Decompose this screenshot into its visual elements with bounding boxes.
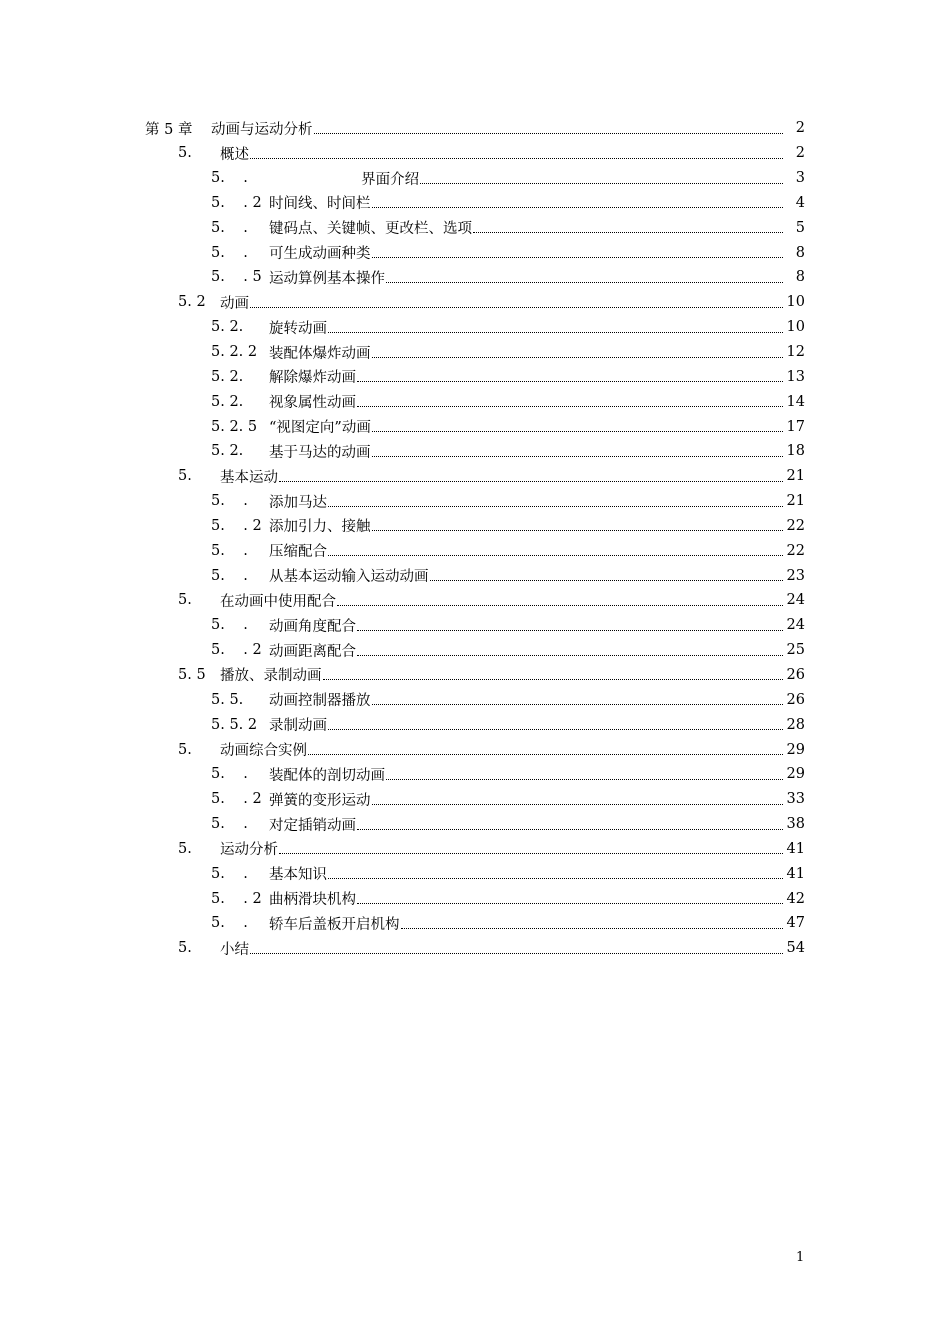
toc-entry-title: 动画: [220, 295, 249, 312]
toc-entry-number: 5.: [178, 940, 192, 957]
toc-entry[interactable]: [145, 588, 805, 613]
dot-leader: [328, 506, 783, 507]
toc-entry-page: 26: [786, 691, 805, 708]
toc-entry-title: 基于马达的动画: [269, 444, 371, 461]
toc-entry-title: 动画控制器播放: [269, 693, 371, 710]
toc-entry-number: 5. 2.: [211, 368, 244, 385]
toc-entry-number: 5. 2.: [211, 319, 244, 336]
toc-entry-title: 时间线、时间栏: [269, 196, 371, 213]
toc-entry-number: 5. 2. 2: [211, 344, 258, 361]
toc-entry-page: 13: [786, 368, 805, 385]
toc-entry-number: 5. .: [211, 766, 248, 783]
toc-entry[interactable]: [145, 290, 805, 315]
dot-leader: [372, 431, 783, 432]
dot-leader: [372, 804, 783, 805]
toc-entry[interactable]: [145, 712, 805, 737]
toc-entry-number: 5. .: [211, 617, 248, 634]
toc-entry[interactable]: [145, 166, 805, 191]
toc-entry-title: 界面介绍: [269, 171, 420, 188]
dot-leader: [372, 456, 783, 457]
toc-entry-page: 29: [786, 741, 805, 758]
toc-entry-page: 25: [786, 642, 805, 659]
dot-leader: [314, 133, 784, 134]
dot-leader: [279, 481, 783, 482]
dot-leader: [401, 928, 783, 929]
toc-entry-number: 5. 2: [178, 294, 206, 311]
toc-entry-page: 24: [786, 592, 805, 609]
toc-entry[interactable]: [145, 240, 805, 265]
toc-entry-number: 5. . 5: [211, 269, 262, 286]
toc-entry-page: 23: [786, 567, 805, 584]
toc-entry-title: “视图定向”动画: [269, 420, 371, 437]
toc-entry-page: 26: [786, 666, 805, 683]
dot-leader: [372, 207, 784, 208]
toc-entry-title: 基本运动: [220, 469, 278, 486]
toc-entry-number: 5. 2.: [211, 393, 244, 410]
dot-leader: [420, 183, 783, 184]
toc-entry-title: 装配体的剖切动画: [269, 767, 385, 784]
toc-entry[interactable]: [145, 787, 805, 812]
toc-entry-page: 47: [786, 915, 805, 932]
dot-leader: [372, 704, 783, 705]
toc-entry-page: 8: [795, 244, 805, 261]
toc-entry-number: 5.: [178, 145, 192, 162]
toc-entry[interactable]: [145, 439, 805, 464]
toc-entry-title: 旋转动画: [269, 320, 327, 337]
toc-entry[interactable]: [145, 315, 805, 340]
toc-entry[interactable]: [145, 265, 805, 290]
toc-entry-number: 5. .: [211, 244, 248, 261]
toc-entry-page: 22: [786, 542, 805, 559]
dot-leader: [372, 257, 784, 258]
toc-entry-title: 运动分析: [220, 842, 278, 859]
toc-entry-page: 18: [786, 443, 805, 460]
toc-entry-title: 曲柄滑块机构: [269, 892, 356, 909]
dot-leader: [386, 282, 783, 283]
toc-entry-number: 5. 2. 5: [211, 418, 258, 435]
toc-entry-number: 5. 2.: [211, 443, 244, 460]
dot-leader: [372, 530, 783, 531]
dot-leader: [357, 903, 783, 904]
toc-entry-title: 视象属性动画: [269, 395, 356, 412]
toc-entry-page: 41: [786, 865, 805, 882]
toc-entry-page: 28: [786, 716, 805, 733]
toc-entry-number: 5. . 2: [211, 791, 262, 808]
toc-entry[interactable]: [145, 340, 805, 365]
toc-entry[interactable]: [145, 464, 805, 489]
toc-entry-page: 5: [795, 219, 805, 236]
toc-entry[interactable]: [145, 191, 805, 216]
toc-entry-page: 38: [786, 816, 805, 833]
table-of-contents: [145, 116, 805, 961]
dot-leader: [328, 555, 783, 556]
toc-entry-title: 小结: [220, 941, 249, 958]
dot-leader: [473, 232, 783, 233]
dot-leader: [328, 332, 783, 333]
toc-entry-page: 12: [786, 344, 805, 361]
toc-entry-page: 22: [786, 517, 805, 534]
toc-entry-page: 14: [786, 393, 805, 410]
toc-entry-page: 21: [786, 468, 805, 485]
toc-entry-title: 键码点、关键帧、更改栏、选项: [269, 221, 472, 238]
toc-entry[interactable]: [145, 563, 805, 588]
toc-entry[interactable]: [145, 414, 805, 439]
toc-entry[interactable]: [145, 116, 805, 141]
toc-entry-number: 5. 5. 2: [211, 716, 258, 733]
toc-entry-page: 8: [795, 269, 805, 286]
toc-entry-title: 添加引力、接触: [269, 519, 371, 536]
toc-entry-number: 5. 5.: [211, 691, 244, 708]
dot-leader: [250, 158, 783, 159]
toc-entry[interactable]: [145, 836, 805, 861]
toc-entry-number: 5. 5: [178, 666, 206, 683]
dot-leader: [279, 853, 783, 854]
toc-entry-page: 4: [795, 194, 805, 211]
toc-entry-title: 解除爆炸动画: [269, 370, 356, 387]
toc-entry[interactable]: [145, 812, 805, 837]
toc-entry[interactable]: [145, 687, 805, 712]
toc-entry-number: 5. .: [211, 567, 248, 584]
toc-entry-page: 2: [795, 120, 805, 137]
dot-leader: [357, 406, 783, 407]
toc-entry[interactable]: [145, 514, 805, 539]
toc-entry[interactable]: [145, 613, 805, 638]
dot-leader: [323, 679, 783, 680]
dot-leader: [250, 953, 783, 954]
dot-leader: [430, 580, 783, 581]
toc-entry-number: 5. .: [211, 865, 248, 882]
toc-entry[interactable]: [145, 389, 805, 414]
toc-entry[interactable]: [145, 737, 805, 762]
toc-entry-page: 54: [786, 940, 805, 957]
toc-entry-title: 动画角度配合: [269, 618, 356, 635]
toc-entry-number: 5. .: [211, 816, 248, 833]
dot-leader: [308, 754, 783, 755]
toc-entry-title: 基本知识: [269, 867, 327, 884]
toc-entry[interactable]: [145, 489, 805, 514]
dot-leader: [357, 381, 783, 382]
toc-entry-title: 弹簧的变形运动: [269, 792, 371, 809]
dot-leader: [372, 357, 783, 358]
toc-entry[interactable]: [145, 861, 805, 886]
toc-entry[interactable]: [145, 215, 805, 240]
toc-entry-title: 在动画中使用配合: [220, 593, 336, 610]
toc-entry-page: 24: [786, 617, 805, 634]
toc-entry[interactable]: [145, 538, 805, 563]
toc-entry[interactable]: [145, 911, 805, 936]
toc-entry-title: 录制动画: [269, 718, 327, 735]
toc-entry-title: 从基本运动输入运动动画: [269, 569, 429, 586]
dot-leader: [357, 630, 783, 631]
toc-entry-title: 装配体爆炸动画: [269, 345, 371, 362]
dot-leader: [250, 307, 783, 308]
toc-entry-title: 动画距离配合: [269, 643, 356, 660]
toc-entry-page: 3: [795, 170, 805, 187]
toc-entry-page: 41: [786, 840, 805, 857]
toc-entry-number: 5.: [178, 840, 192, 857]
toc-entry-title: 添加马达: [269, 494, 327, 511]
toc-entry-page: 21: [786, 493, 805, 510]
toc-entry[interactable]: [145, 663, 805, 688]
dot-leader: [328, 729, 783, 730]
toc-entry[interactable]: [145, 364, 805, 389]
toc-entry[interactable]: [145, 936, 805, 961]
toc-entry-number: 5. .: [211, 542, 248, 559]
toc-entry-number: 5.: [178, 592, 192, 609]
toc-entry-title: 对定插销动画: [269, 817, 356, 834]
toc-entry-title: 动画综合实例: [220, 743, 307, 760]
page-number: 1: [796, 1250, 805, 1265]
toc-entry-number: 5. . 2: [211, 890, 262, 907]
toc-entry-number: 5. . 2: [211, 517, 262, 534]
dot-leader: [328, 878, 783, 879]
toc-entry-number: 5.: [178, 468, 192, 485]
toc-entry-page: 2: [795, 145, 805, 162]
toc-entry[interactable]: [145, 762, 805, 787]
toc-entry-title: 压缩配合: [269, 544, 327, 561]
toc-entry-title: 播放、录制动画: [220, 668, 322, 685]
toc-entry[interactable]: [145, 141, 805, 166]
toc-entry[interactable]: [145, 886, 805, 911]
toc-entry-number: 第 5 章: [145, 121, 193, 138]
toc-entry-page: 33: [786, 791, 805, 808]
toc-entry-number: 5. .: [211, 493, 248, 510]
toc-entry-number: 5. .: [211, 219, 248, 236]
toc-entry-title: 轿车后盖板开启机构: [269, 916, 400, 933]
toc-entry-title: 概述: [220, 146, 249, 163]
toc-entry-number: 5. .: [211, 915, 248, 932]
dot-leader: [357, 655, 783, 656]
toc-entry-title: 可生成动画种类: [269, 246, 371, 263]
toc-entry-title: 动画与运动分析: [211, 121, 313, 138]
toc-entry-page: 42: [786, 890, 805, 907]
toc-entry-number: 5. . 2: [211, 194, 262, 211]
toc-entry-title: 运动算例基本操作: [269, 270, 385, 287]
toc-entry-page: 29: [786, 766, 805, 783]
dot-leader: [337, 605, 783, 606]
toc-entry[interactable]: [145, 638, 805, 663]
toc-entry-number: 5. . 2: [211, 642, 262, 659]
toc-entry-number: 5. .: [211, 170, 248, 187]
toc-entry-number: 5.: [178, 741, 192, 758]
toc-entry-page: 10: [786, 319, 805, 336]
dot-leader: [357, 829, 783, 830]
toc-entry-page: 17: [786, 418, 805, 435]
toc-entry-page: 10: [786, 294, 805, 311]
dot-leader: [386, 779, 783, 780]
